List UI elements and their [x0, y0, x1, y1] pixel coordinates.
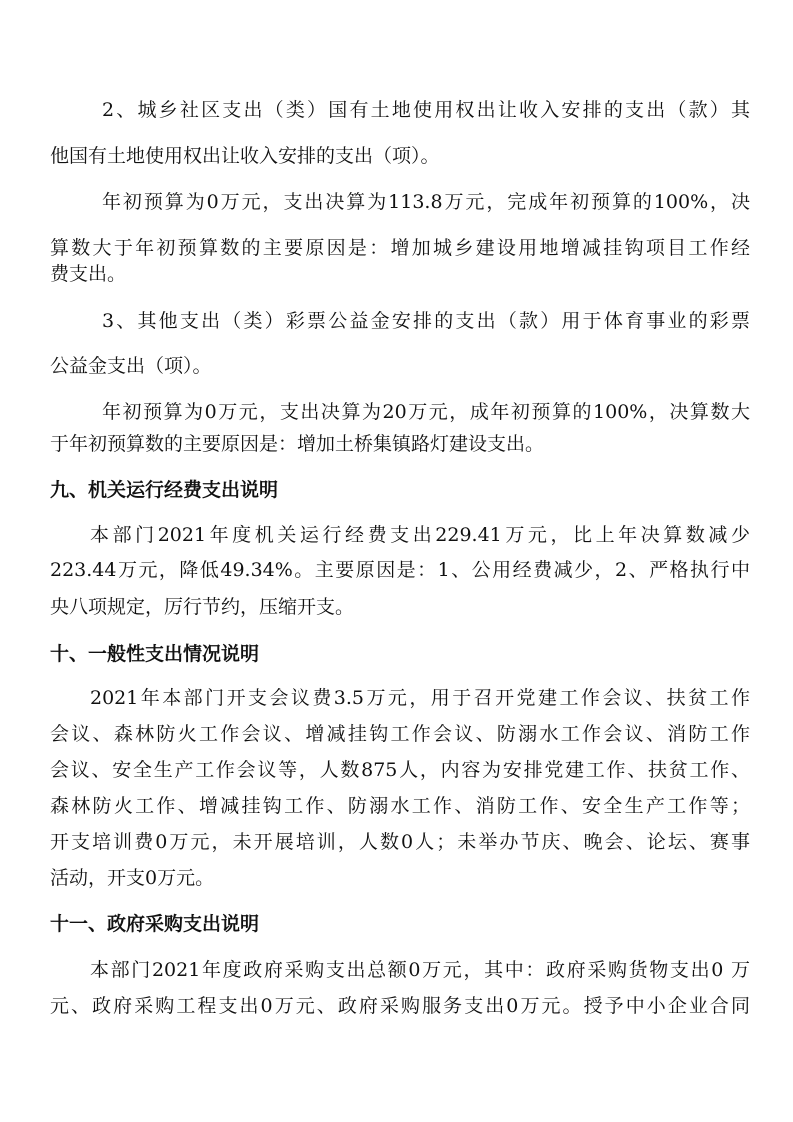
paragraph-line: 公益金支出（项）。 [50, 355, 212, 377]
paragraph-line: 本部门2021年度机关运行经费支出229.41万元，比上年决算数减少 [90, 524, 750, 546]
paragraph-line: 开支培训费0万元，未开展培训，人数0人；未举办节庆、晚会、论坛、赛事 [50, 831, 750, 853]
paragraph-line: 会议、森林防火工作会议、增减挂钩工作会议、防溺水工作会议、消防工作 [50, 723, 750, 745]
paragraph-line: 年初预算为0万元，支出决算为20万元，成年初预算的100%，决算数大 [102, 401, 750, 423]
paragraph-line: 本部门2021年度政府采购支出总额0万元，其中：政府采购货物支出0 万 [90, 959, 750, 981]
section-heading-9: 九、机关运行经费支出说明 [50, 479, 279, 501]
paragraph-line: 223.44万元，降低49.34%。主要原因是：1、公用经费减少，2、严格执行中 [50, 559, 750, 581]
paragraph-line: 年初预算为0万元，支出决算为113.8万元，完成年初预算的100%，决 [102, 191, 750, 213]
paragraph-line: 森林防火工作、增减挂钩工作、防溺水工作、消防工作、安全生产工作等； [50, 795, 750, 817]
paragraph-line: 2、城乡社区支出（类）国有土地使用权出让收入安排的支出（款）其 [102, 99, 750, 121]
paragraph-line: 3、其他支出（类）彩票公益金安排的支出（款）用于体育事业的彩票 [102, 310, 750, 332]
section-heading-11: 十一、政府采购支出说明 [50, 913, 260, 935]
paragraph-line: 元、政府采购工程支出0万元、政府采购服务支出0万元。授予中小企业合同 [50, 995, 750, 1017]
paragraph-line: 于年初预算数的主要原因是：增加土桥集镇路灯建设支出。 [50, 433, 545, 455]
paragraph-line: 央八项规定，厉行节约，压缩开支。 [50, 596, 355, 618]
section-heading-10: 十、一般性支出情况说明 [50, 643, 260, 665]
paragraph-line: 活动，开支0万元。 [50, 867, 215, 889]
paragraph-line: 2021年本部门开支会议费3.5万元，用于召开党建工作会议、扶贫工作 [90, 687, 750, 709]
paragraph-line: 他国有土地使用权出让收入安排的支出（项）。 [50, 145, 440, 167]
paragraph-line: 费支出。 [50, 263, 127, 285]
paragraph-line: 会议、安全生产工作会议等，人数875人，内容为安排党建工作、扶贫工作、 [50, 759, 750, 781]
paragraph-line: 算数大于年初预算数的主要原因是：增加城乡建设用地增减挂钩项目工作经 [50, 237, 750, 259]
